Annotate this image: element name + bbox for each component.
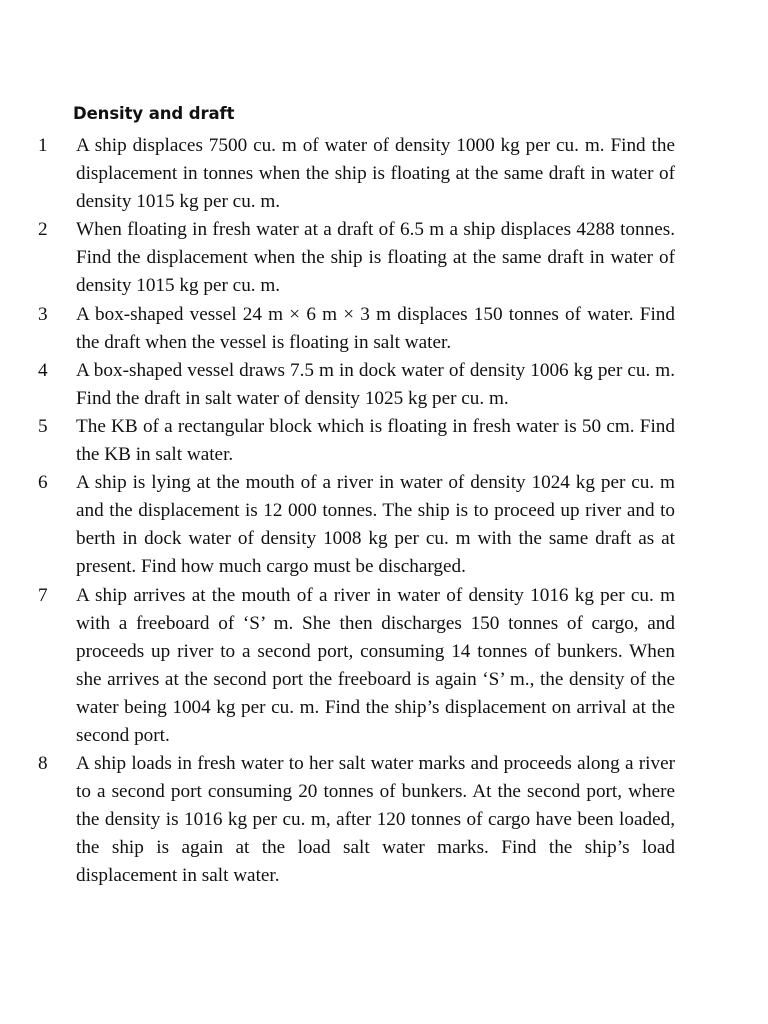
problem-list bbox=[0, 132, 768, 891]
problem-number: 3 bbox=[38, 303, 48, 325]
problem-number: 6 bbox=[38, 472, 48, 494]
problem-text: A ship is lying at the mouth of a river in water of density 1024 kg per cu. m and the displacement is 12 000 tonnes. The ship is to proceed up river and to berth in dock water of density 1008 kg per cu. m with the same draft as at present. Find how much cargo must be discharged. bbox=[76, 472, 675, 578]
problem-item bbox=[0, 132, 768, 216]
section-heading: Density and draft bbox=[73, 104, 235, 123]
problem-item bbox=[0, 301, 768, 357]
problem-item bbox=[0, 750, 768, 890]
problem-number: 8 bbox=[38, 753, 48, 775]
problem-item bbox=[0, 216, 768, 300]
problem-text: A ship displaces 7500 cu. m of water of density 1000 kg per cu. m. Find the displacement in tonnes when the ship is floating at the same draft in water of density 1015 kg per cu. m. bbox=[76, 135, 675, 213]
problem-number: 2 bbox=[38, 219, 48, 241]
problem-number: 5 bbox=[38, 415, 48, 437]
problem-text: A ship loads in fresh water to her salt water marks and proceeds along a river to a second port consuming 20 tonnes of bunkers. At the second port, where the density is 1016 kg per cu. m, after 120 tonnes of cargo have been loaded, the ship is again at the load salt water marks. Find the ship’s load displacement in salt water. bbox=[76, 753, 675, 887]
problem-number: 4 bbox=[38, 359, 48, 381]
problem-text: When floating in fresh water at a draft of 6.5 m a ship displaces 4288 tonnes. Find the displacement when the ship is floating at the same draft in water of density 1015 kg per cu. m. bbox=[76, 219, 675, 297]
problem-text: A box-shaped vessel draws 7.5 m in dock water of density 1006 kg per cu. m. Find the draft in salt water of density 1025 kg per cu. m. bbox=[76, 359, 675, 409]
problem-item bbox=[0, 413, 768, 469]
problem-text: A ship arrives at the mouth of a river in water of density 1016 kg per cu. m with a freeboard of ‘S’ m. She then discharges 150 tonnes of cargo, and proceeds up river to a second port, consuming 14 tonnes of bunkers. When she arrives at the second port the freeboard is again ‘S’ m., the density of the water being 1004 kg per cu. m. Find the ship’s displacement on arrival at the second port. bbox=[76, 584, 675, 746]
problem-number: 1 bbox=[38, 135, 48, 156]
problem-item bbox=[0, 469, 768, 581]
problem-item bbox=[0, 582, 768, 751]
problem-text: A box-shaped vessel 24 m × 6 m × 3 m displaces 150 tonnes of water. Find the draft when the vessel is floating in salt water. bbox=[76, 303, 675, 353]
problem-item bbox=[0, 357, 768, 413]
problem-text: The KB of a rectangular block which is floating in fresh water is 50 cm. Find the KB in salt water. bbox=[76, 415, 675, 466]
problem-number: 7 bbox=[38, 584, 48, 606]
